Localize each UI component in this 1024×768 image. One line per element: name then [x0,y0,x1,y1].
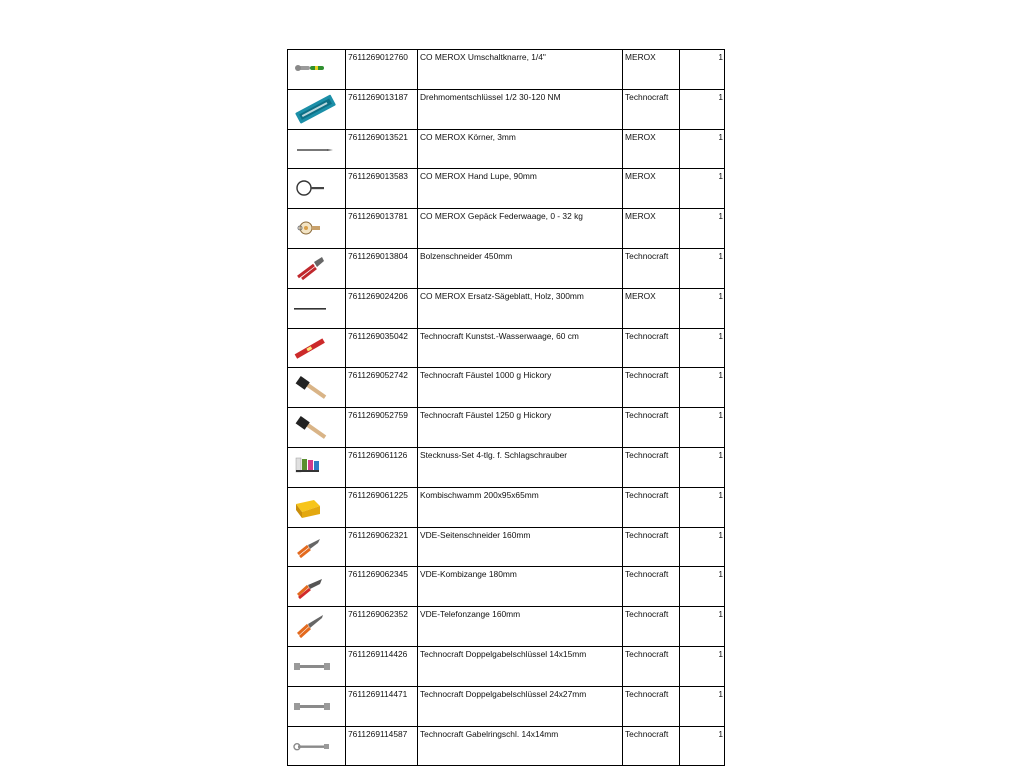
brand-cell: MEROX [623,288,680,328]
quantity-cell: 1 [680,527,725,567]
description-cell: CO MEROX Gepäck Federwaage, 0 - 32 kg [418,209,623,249]
ean-cell: 7611269114426 [346,646,418,686]
description-cell: Technocraft Fäustel 1000 g Hickory [418,368,623,408]
ean-cell: 7611269052759 [346,408,418,448]
product-image-cell [288,89,346,129]
description-cell: CO MEROX Körner, 3mm [418,129,623,169]
quantity-cell: 1 [680,487,725,527]
brand-cell: MEROX [623,169,680,209]
table-row [288,527,725,567]
table-row [288,686,725,726]
description-cell: CO MEROX Hand Lupe, 90mm [418,169,623,209]
ean-cell: 7611269013583 [346,169,418,209]
brand-cell: MEROX [623,129,680,169]
ean-cell: 7611269114587 [346,726,418,766]
product-image-cell [288,726,346,766]
ean-cell: 7611269024206 [346,288,418,328]
brand-cell: Technocraft [623,726,680,766]
socket-set-icon [288,448,345,484]
product-image-cell [288,50,346,90]
quantity-cell: 1 [680,129,725,169]
product-image-cell [288,567,346,607]
brand-cell: Technocraft [623,646,680,686]
quantity-cell: 1 [680,209,725,249]
ean-cell: 7611269013804 [346,248,418,288]
brand-cell: Technocraft [623,567,680,607]
description-cell: VDE-Telefonzange 160mm [418,607,623,647]
mallet-icon [288,408,345,444]
quantity-cell: 1 [680,607,725,647]
quantity-cell: 1 [680,646,725,686]
product-image-cell [288,487,346,527]
product-image-cell [288,169,346,209]
product-image-cell [288,288,346,328]
quantity-cell: 1 [680,368,725,408]
brand-cell: Technocraft [623,607,680,647]
telephone-pliers-icon [288,607,345,643]
brand-cell: Technocraft [623,328,680,368]
side-cutter-icon [288,528,345,564]
ean-cell: 7611269062345 [346,567,418,607]
description-cell: Technocraft Fäustel 1250 g Hickory [418,408,623,448]
ean-cell: 7611269013187 [346,89,418,129]
table-row [288,129,725,169]
table-row [288,50,725,90]
product-image-cell [288,607,346,647]
open-end-wrench-icon [288,687,345,723]
product-table [287,49,725,766]
table-row [288,169,725,209]
table-row [288,567,725,607]
open-end-wrench-icon [288,647,345,683]
table-row [288,288,725,328]
center-punch-icon [288,130,345,166]
product-image-cell [288,209,346,249]
product-image-cell [288,646,346,686]
product-image-cell [288,368,346,408]
table-row [288,646,725,686]
quantity-cell: 1 [680,686,725,726]
spirit-level-icon [288,329,345,365]
product-image-cell [288,408,346,448]
description-cell: VDE-Seitenschneider 160mm [418,527,623,567]
table-row [288,487,725,527]
ean-cell: 7611269061225 [346,487,418,527]
brand-cell: Technocraft [623,487,680,527]
product-image-cell [288,447,346,487]
description-cell: Technocraft Doppelgabelschlüssel 24x27mm [418,686,623,726]
quantity-cell: 1 [680,89,725,129]
description-cell: Technocraft Kunstst.-Wasserwaage, 60 cm [418,328,623,368]
brand-cell: Technocraft [623,248,680,288]
ean-cell: 7611269052742 [346,368,418,408]
brand-cell: Technocraft [623,368,680,408]
table-row [288,408,725,448]
brand-cell: Technocraft [623,447,680,487]
quantity-cell: 1 [680,447,725,487]
quantity-cell: 1 [680,726,725,766]
ratchet-icon [288,50,345,86]
sponge-icon [288,488,345,524]
description-cell: Drehmomentschlüssel 1/2 30-120 NM [418,89,623,129]
table-row [288,368,725,408]
brand-cell: MEROX [623,209,680,249]
luggage-scale-icon [288,209,345,245]
product-image-cell [288,328,346,368]
description-cell: Bolzenschneider 450mm [418,248,623,288]
quantity-cell: 1 [680,328,725,368]
ean-cell: 7611269013781 [346,209,418,249]
ean-cell: 7611269061126 [346,447,418,487]
ean-cell: 7611269012760 [346,50,418,90]
description-cell: Technocraft Doppelgabelschlüssel 14x15mm [418,646,623,686]
table-row [288,447,725,487]
quantity-cell: 1 [680,169,725,209]
quantity-cell: 1 [680,288,725,328]
description-cell: CO MEROX Ersatz-Sägeblatt, Holz, 300mm [418,288,623,328]
saw-blade-icon [288,289,345,325]
product-image-cell [288,686,346,726]
ean-cell: 7611269062321 [346,527,418,567]
description-cell: Technocraft Gabelringschl. 14x14mm [418,726,623,766]
table-row [288,209,725,249]
ean-cell: 7611269062352 [346,607,418,647]
table-row [288,248,725,288]
ean-cell: 7611269013521 [346,129,418,169]
table-row [288,607,725,647]
bolt-cutter-icon [288,249,345,285]
ean-cell: 7611269035042 [346,328,418,368]
product-image-cell [288,129,346,169]
combination-wrench-icon [288,727,345,763]
table-row [288,328,725,368]
brand-cell: Technocraft [623,89,680,129]
ean-cell: 7611269114471 [346,686,418,726]
table-row [288,726,725,766]
magnifier-icon [288,169,345,205]
quantity-cell: 1 [680,567,725,607]
quantity-cell: 1 [680,50,725,90]
brand-cell: Technocraft [623,527,680,567]
product-image-cell [288,527,346,567]
table-body [288,50,725,766]
combination-pliers-icon [288,567,345,603]
quantity-cell: 1 [680,408,725,448]
description-cell: VDE-Kombizange 180mm [418,567,623,607]
description-cell: Stecknuss-Set 4-tlg. f. Schlagschrauber [418,447,623,487]
brand-cell: MEROX [623,50,680,90]
mallet-icon [288,368,345,404]
description-cell: Kombischwamm 200x95x65mm [418,487,623,527]
description-cell: CO MEROX Umschaltknarre, 1/4" [418,50,623,90]
product-image-cell [288,248,346,288]
quantity-cell: 1 [680,248,725,288]
brand-cell: Technocraft [623,408,680,448]
brand-cell: Technocraft [623,686,680,726]
table-row [288,89,725,129]
torque-wrench-case-icon [288,90,345,126]
